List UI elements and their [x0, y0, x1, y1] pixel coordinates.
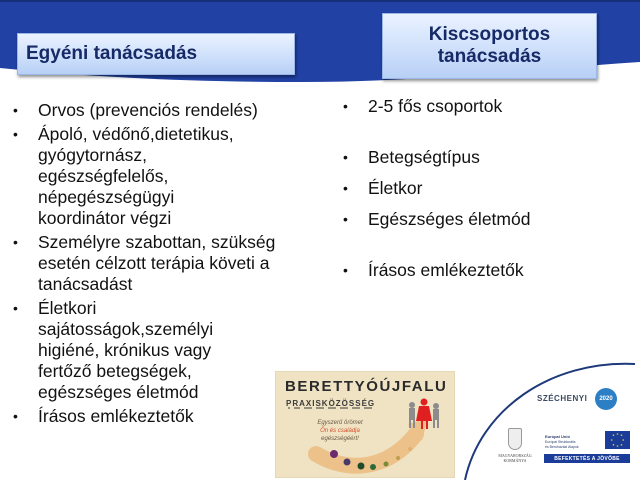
bullet-icon: •: [343, 98, 348, 114]
small-group-counseling-list: [330, 96, 640, 291]
bullet-icon: •: [343, 211, 348, 227]
investment-slogan: BEFEKTETÉS A JÖVŐBE: [544, 454, 630, 463]
title-left-text: Egyéni tanácsadás: [26, 43, 198, 64]
berettyoujfalu-subtitle: PRAXISKÖZÖSSÉG: [286, 399, 376, 408]
individual-counseling-list: [0, 100, 300, 430]
list-item: • Írásos emlékeztetők: [13, 406, 194, 426]
berettyoujfalu-logo: [275, 371, 455, 478]
list-item: • Személyre szabottan, szükség esetén célzott terápia követi a tanácsadást: [13, 232, 276, 294]
list-item: • Írásos emlékeztetők: [343, 260, 524, 280]
list-item: • Egészséges életmód: [343, 209, 531, 229]
szechenyi-2020-logo: [460, 350, 640, 480]
bullet-icon: •: [343, 149, 348, 165]
list-item: • Betegségtípus: [343, 147, 480, 167]
bullet-icon: •: [13, 234, 18, 250]
berettyoujfalu-name: BERETTYÓÚJFALU: [285, 378, 448, 395]
list-item: • Orvos (prevenciós rendelés): [13, 100, 258, 120]
list-item: • Életkori sajátosságok,személyi higiéné, krónikus vagy fertőző betegségek, egészséges életmód: [13, 298, 214, 402]
berettyoujfalu-slogan: Egyszerű örömet Ön és családja egészségéért!: [317, 420, 363, 442]
title-small-group-counseling: [382, 13, 597, 79]
eu-flag-icon: [605, 431, 630, 449]
eu-funds-label: Európai Unió Európai Strukturális és Beruházási Alapok: [545, 434, 579, 449]
list-item: • 2-5 fős csoportok: [343, 96, 503, 116]
szechenyi-2020-badge: 2020: [595, 388, 617, 410]
list-item: • Életkor: [343, 178, 423, 198]
szechenyi-name: SZÉCHENYI: [537, 394, 588, 403]
government-label: MAGYARORSZÁG KORMÁNYA: [498, 453, 532, 463]
bullet-icon: •: [343, 262, 348, 278]
title-individual-counseling: [17, 33, 295, 75]
title-right-line2: tanácsadás: [437, 46, 542, 67]
bullet-icon: •: [13, 300, 18, 316]
list-item: • Ápoló, védőnő,dietetikus, gyógytornász, egészségfelelős, népegészségügyi koordinátor végzi: [13, 124, 234, 228]
bullet-icon: •: [343, 180, 348, 196]
bullet-icon: •: [13, 102, 18, 118]
bullet-icon: •: [13, 126, 18, 142]
title-right-line1: Kiscsoportos: [428, 24, 551, 45]
bullet-icon: •: [13, 408, 18, 424]
coat-of-arms-icon: [508, 428, 522, 450]
